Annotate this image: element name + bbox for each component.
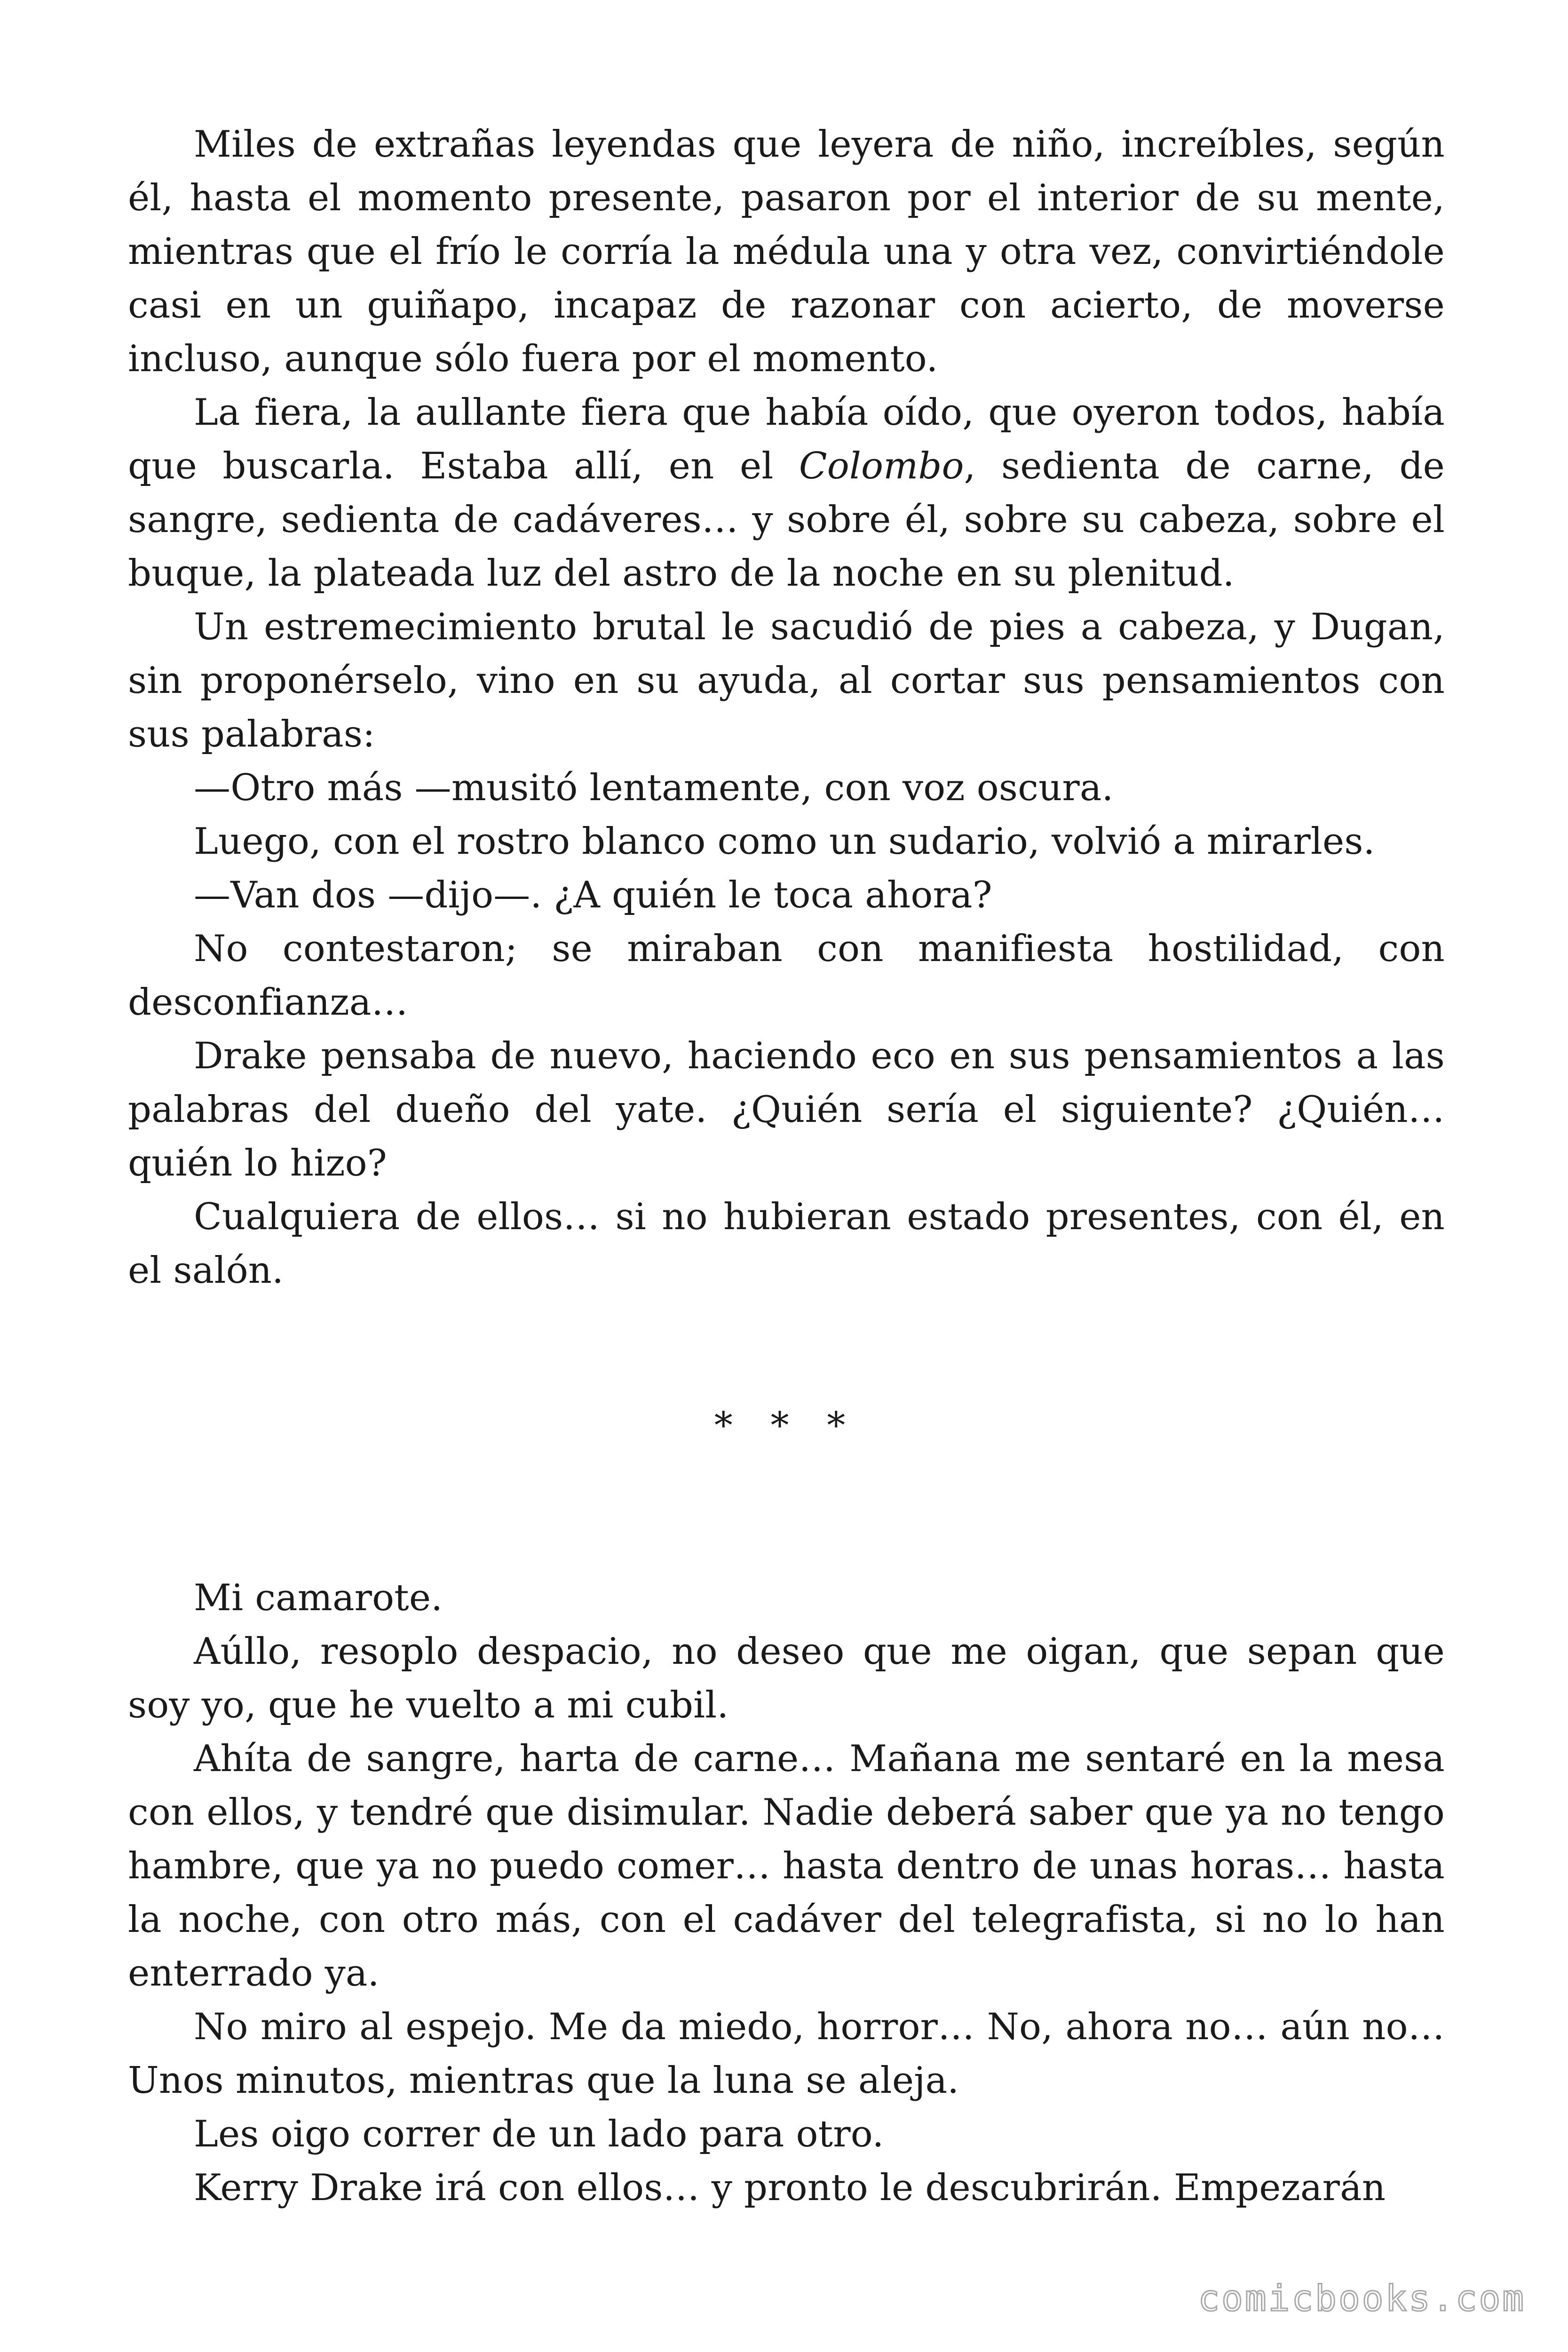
- section-break: * * *: [714, 1405, 859, 1447]
- watermark: comicbooks.com: [1198, 2277, 1526, 2319]
- paragraph: Ahíta de sangre, harta de carne… Mañana me sentaré en la mesa con ellos, y tendré que disimular. Nadie deberá saber que ya no tengo hambre, que ya no puedo comer… hasta dentro de unas horas… hasta la noche, con otro más, con el cadáver del telegrafista, si no lo han enterrado ya.: [128, 1738, 1445, 1994]
- paragraph: Les oigo correr de un lado para otro.: [194, 2113, 884, 2155]
- paragraph: Drake pensaba de nuevo, haciendo eco en sus pensamientos a las palabras del dueño del yate. ¿Quién sería el siguiente? ¿Quién… quién lo hizo?: [128, 1035, 1445, 1184]
- paragraph-text: La fiera, la aullante fiera que había oído, que oyeron todos, había que buscarla. Estaba allí, en el: [128, 391, 1445, 487]
- book-page: [128, 118, 1445, 2215]
- dialogue-line: —Van dos —dijo—. ¿A quién le toca ahora?: [194, 874, 992, 916]
- paragraph: [128, 386, 1445, 600]
- paragraph: No miro al espejo. Me da miedo, horror… No, ahora no… aún no… Unos minutos, mientras que la luna se aleja.: [128, 2006, 1445, 2102]
- paragraph: Aúllo, resoplo despacio, no deseo que me oigan, que sepan que soy yo, que he vuelto a mi cubil.: [128, 1630, 1445, 1726]
- paragraph: Cualquiera de ellos… si no hubieran estado presentes, con él, en el salón.: [128, 1196, 1445, 1292]
- text-block-after-break: [128, 1571, 1445, 2215]
- text-block-before-break: [128, 118, 1445, 1297]
- paragraph: No contestaron; se miraban con manifiesta hostilidad, con desconfianza…: [128, 928, 1445, 1024]
- paragraph: Luego, con el rostro blanco como un sudario, volvió a mirarles.: [194, 820, 1375, 863]
- paragraph: Un estremecimiento brutal le sacudió de pies a cabeza, y Dugan, sin proponérselo, vino en su ayuda, al cortar sus pensamientos con sus palabras:: [128, 606, 1445, 755]
- dialogue-line: —Otro más —musitó lentamente, con voz oscura.: [194, 767, 1114, 809]
- paragraph-text: , sedienta de carne, de sangre, sedienta de cadáveres… y sobre él, sobre su cabeza, sobre el buque, la plateada luz del astro de la noche en su plenitud.: [128, 445, 1445, 595]
- paragraph: Miles de extrañas leyendas que leyera de niño, increíbles, según él, hasta el momento presente, pasaron por el interior de su mente, mientras que el frío le corría la médula una y otra vez, convirtiéndole casi en un guiñapo, incapaz de razonar con acierto, de moverse incluso, aunque sólo fuera por el momento.: [128, 123, 1445, 380]
- ship-name: Colombo: [799, 445, 964, 487]
- paragraph: Kerry Drake irá con ellos… y pronto le descubrirán. Empezarán: [194, 2167, 1386, 2209]
- paragraph: Mi camarote.: [194, 1577, 443, 1619]
